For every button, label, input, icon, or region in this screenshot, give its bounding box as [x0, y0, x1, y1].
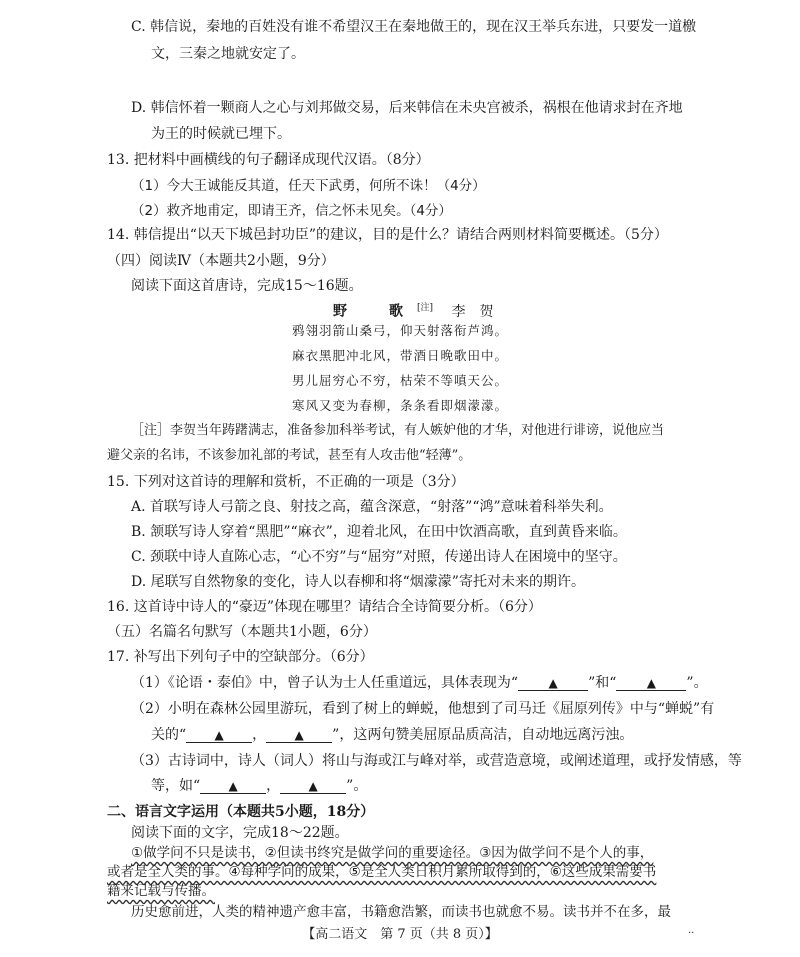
q17-item-3-suffix: ”。	[346, 778, 368, 794]
q17-item-2-prefix: 关的“	[151, 727, 187, 743]
poem-title-text: 野 歌	[333, 303, 417, 320]
q12-option-c-line1: C. 韩信说，秦地的百姓没有谁不希望汉王在秦地做王的，现在汉王举兵东进，只要发一道檄	[131, 19, 697, 35]
section4-intro: 阅读下面这首唐诗，完成15～16题。	[131, 278, 363, 294]
q17-item-3-prefix: 等，如“	[151, 778, 201, 794]
footer-dots: ..	[688, 925, 695, 936]
q17-item-2-line2	[151, 725, 633, 745]
q12-option-d-line1: D. 韩信怀着一颗商人之心与刘邦做交易，后来韩信在未央宫被杀，祸根在他请求封在齐地	[131, 100, 683, 116]
q17-item-2-mid: ，	[252, 727, 267, 743]
q17-item-1-prefix: （1）《论语・泰伯》中，曾子认为士人任重道远，具体表现为“	[131, 675, 519, 691]
q17-item-2-line1: （2）小明在森林公园里游玩，看到了树上的蝉蜕，他想到了司马迁《屈原列传》中与“蝉蜕”有	[131, 701, 715, 717]
q17-item-3-mid: ，	[266, 778, 281, 794]
q17-item-3-line1: （3）古诗词中，诗人（词人）将山与海或江与峰对举，或营造意境，或阐述道理，或抒发情感，等	[131, 753, 742, 769]
poem-line-4: 寒风又变为春柳，条条看即烟濛濛。	[292, 398, 509, 413]
q13-stem: 13. 把材料中画横线的句子翻译成现代汉语。（8分）	[107, 152, 430, 168]
q15-option-c: C. 颈联中诗人直陈心志，“心不穷”与“屈穷”对照，传递出诗人在困境中的坚守。	[131, 549, 627, 565]
poem-annotation-line1: ［注］李贺当年踌躇满志，准备参加科举考试，有人嫉妒他的才华，对他进行诽谤，说他应当	[131, 423, 665, 438]
q17-blank-1: ▲	[518, 676, 588, 691]
q13-sentence-2: （2）救齐地甫定，即请王齐，信之怀未见矣。（4分）	[131, 203, 452, 219]
q15-option-a: A. 首联写诗人弓箭之良、射技之高，蕴含深意，“射落”“鸿”意味着科举失利。	[131, 499, 613, 515]
q17-blank-3: ▲	[186, 728, 252, 743]
poem-annotation-line2: 避父亲的名讳，不该参加礼部的考试，甚至有人攻击他“轻薄”。	[107, 448, 472, 463]
part2-text-line2: 或者是全人类的事。④每种学问的成果，⑤是全人类日积月累所取得到的，⑥这些成果需要书	[107, 864, 657, 880]
q17-blank-2: ▲	[616, 676, 686, 691]
poem-title	[333, 298, 493, 322]
section4-heading: （四）阅读Ⅳ（本题共2小题，9分）	[107, 253, 335, 269]
q17-item-1-mid: ”和“	[588, 675, 617, 691]
part2-text-line1: ①做学问不只是读书，②但读书终究是做学问的重要途径。③因为做学问不是个人的事，	[131, 845, 654, 861]
poem-note-mark: [注]	[417, 303, 434, 313]
part2-text-line4: 历史愈前进，人类的精神遗产愈丰富，书籍愈浩繁，而读书也就愈不易。读书并不在多，最	[131, 904, 671, 920]
q15-option-b: B. 颔联写诗人穿着“黑肥”“麻衣”，迎着北风，在田中饮酒高歌，直到黄昏来临。	[131, 524, 627, 540]
q17-blank-6: ▲	[280, 779, 346, 794]
poem-author: 李 贺	[451, 303, 494, 320]
q17-blank-4: ▲	[266, 728, 332, 743]
q15-option-d: D. 尾联写自然物象的变化，诗人以春柳和将“烟濛濛”寄托对未来的期许。	[131, 574, 585, 590]
part2-heading: 二、语言文字运用（本题共5小题，18分）	[107, 804, 375, 820]
q14-stem: 14. 韩信提出“以天下城邑封功臣”的建议，目的是什么？请结合两则材料简要概述。（5分）	[107, 227, 668, 243]
q17-item-2-suffix: ”，这两句赞美屈原品质高洁，自动地远离污浊。	[332, 727, 634, 743]
q13-sentence-1: （1）今大王诚能反其道，任天下武勇，何所不诛！（4分）	[131, 178, 486, 194]
q15-stem: 15. 下列对这首诗的理解和赏析，不正确的一项是（3分）	[107, 474, 465, 490]
q17-stem: 17. 补写出下列句子中的空缺部分。（6分）	[107, 649, 374, 665]
part2-intro: 阅读下面的文字，完成18～22题。	[131, 825, 349, 841]
page-footer: 【高二语文 第 7 页（共 8 页）】	[302, 927, 498, 942]
part2-text-line3: 籍来记载与传播。	[107, 883, 215, 899]
poem-line-1: 鸦翎羽箭山桑弓，仰天射落衔芦鸿。	[292, 323, 509, 338]
q17-blank-5: ▲	[200, 779, 266, 794]
poem-line-2: 麻衣黑肥冲北风，带酒日晚歌田中。	[292, 348, 509, 363]
q12-option-d-line2: 为王的时候就已埋下。	[151, 126, 291, 142]
q17-item-3-line2	[151, 776, 367, 796]
poem-line-3: 男儿屈穷心不穷，枯荣不等嗔天公。	[292, 373, 509, 388]
section5-heading: （五）名篇名句默写（本题共1小题，6分）	[107, 624, 377, 640]
q17-item-1	[131, 673, 708, 693]
q17-item-1-suffix: ”。	[686, 675, 708, 691]
q12-option-c-line2: 文，三秦之地就安定了。	[151, 46, 305, 62]
q16-stem: 16. 这首诗中诗人的“豪迈”体现在哪里？请结合全诗简要分析。（6分）	[107, 599, 542, 615]
